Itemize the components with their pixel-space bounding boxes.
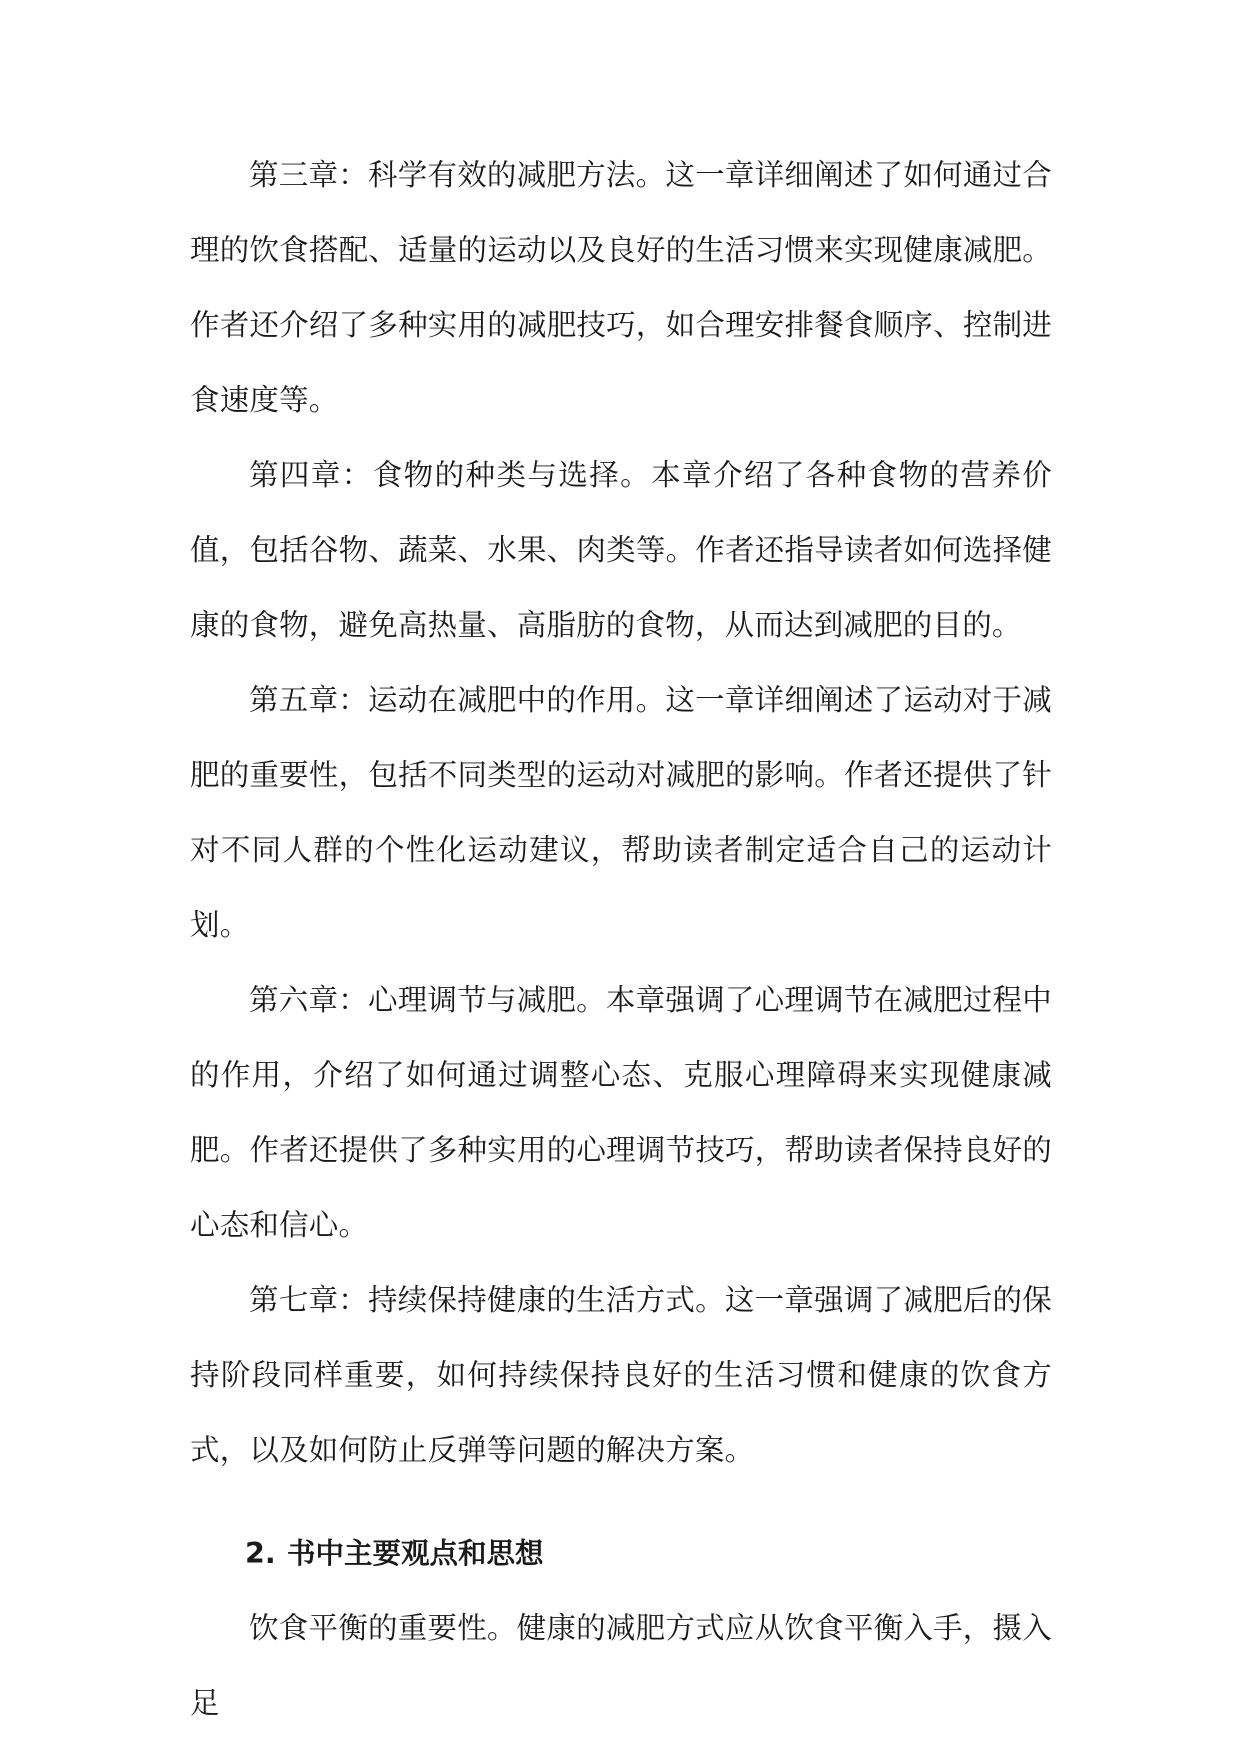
paragraph-chapter-3: 第三章：科学有效的减肥方法。这一章详细阐述了如何通过合理的饮食搭配、适量的运动以及良好的生活习惯来实现健康减肥。作者还介绍了多种实用的减肥技巧，如合理安排餐食顺序、控制进食速度等。 [190, 158, 1052, 417]
paragraph-chapter-7: 第七章：持续保持健康的生活方式。这一章强调了减肥后的保持阶段同样重要，如何持续保持良好的生活习惯和健康的饮食方式，以及如何防止反弹等问题的解决方案。 [190, 1283, 1052, 1467]
section-title: 书中主要观点和思想 [287, 1537, 544, 1570]
paragraph-diet-balance: 饮食平衡的重要性。健康的减肥方式应从饮食平衡入手，摄入足 [190, 1611, 1052, 1720]
paragraph-chapter-4: 第四章：食物的种类与选择。本章介绍了各种食物的营养价值，包括谷物、蔬菜、水果、肉类等。作者还指导读者如何选择健康的食物，避免高热量、高脂肪的食物，从而达到减肥的目的。 [190, 458, 1052, 642]
section-heading [190, 1516, 1052, 1591]
section-number: 2. [245, 1537, 276, 1570]
document-page [190, 138, 1052, 1741]
paragraph-chapter-6: 第六章：心理调节与减肥。本章强调了心理调节在减肥过程中的作用，介绍了如何通过调整心态、克服心理障碍来实现健康减肥。作者还提供了多种实用的心理调节技巧，帮助读者保持良好的心态和信心。 [190, 983, 1052, 1242]
paragraph-chapter-5: 第五章：运动在减肥中的作用。这一章详细阐述了运动对于减肥的重要性，包括不同类型的运动对减肥的影响。作者还提供了针对不同人群的个性化运动建议，帮助读者制定适合自己的运动计划。 [190, 683, 1052, 942]
